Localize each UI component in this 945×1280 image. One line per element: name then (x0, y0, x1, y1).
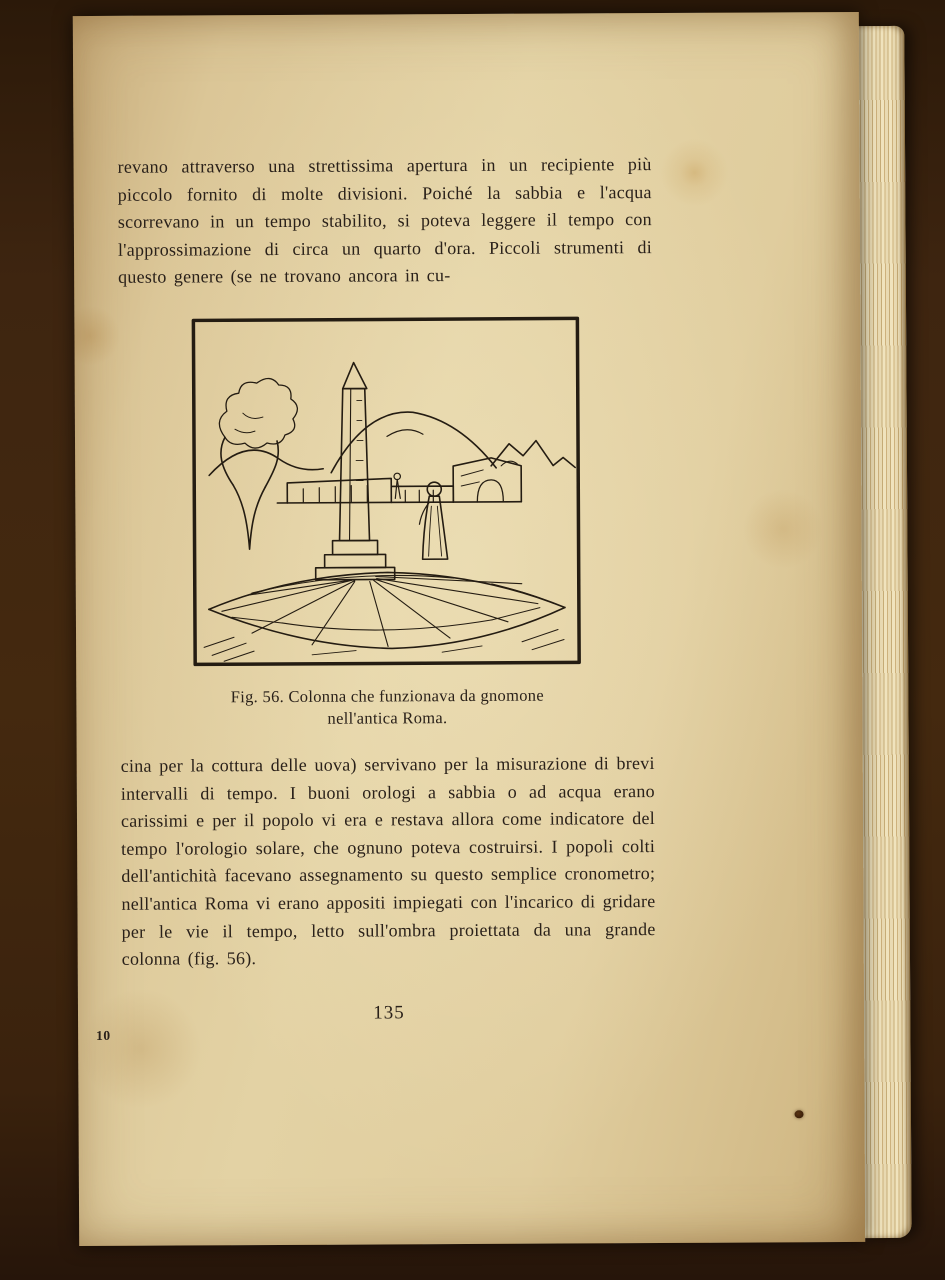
figure-frame (190, 315, 582, 667)
figure-caption (120, 684, 654, 731)
paragraph-top: revano attraverso una strettissima apertura in un recipiente più piccolo fornito di molte divisioni. Poiché la sabbia e l'acqua scorrevano in un tempo stabilito, si poteva leggere il tempo con l'approssimazione di circa un quarto d'ora. Piccoli strumenti di questo genere (se ne trovano ancora in cu- (117, 154, 653, 288)
page-number: 135 (373, 1002, 405, 1024)
book-page (73, 12, 865, 1246)
signature-mark: 10 (96, 1027, 111, 1043)
figure-wrap (118, 315, 654, 673)
caption-line-2: nell'antica Roma. (327, 708, 448, 728)
paragraph-bottom: cina per la cottura delle uova) servivano per la misurazione di brevi intervalli di tempo. I buoni orologi a sabbia o ad acqua erano carissimi e per il popolo vi era e restava allora come indicatore del tempo l'orologio solare, che ognuno poteva costruirsi. I popoli colti dell'antichità facevano assegnamento su questo semplice cronometro; nell'antica Roma vi erano appositi impiegati con l'incarico di gridare per le vie il tempo, letto sull'ombra proiettata da una grande colonna (fig. 56). (120, 752, 656, 969)
illustration-strokes (193, 318, 579, 664)
paper-stain-speck (795, 1110, 804, 1118)
caption-line-1: Fig. 56. Colonna che funzionava da gnomone (230, 685, 544, 707)
obelisk-gnomon-illustration (190, 315, 582, 667)
